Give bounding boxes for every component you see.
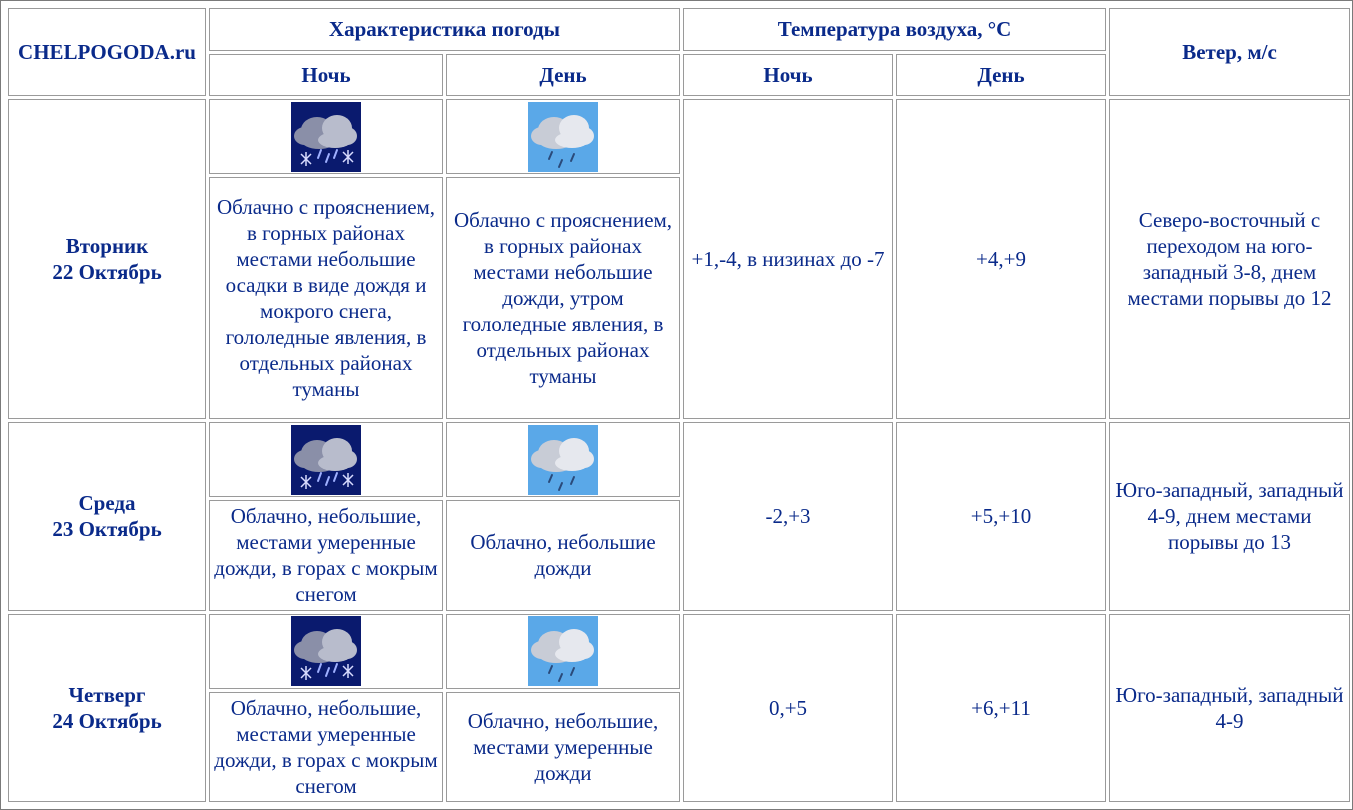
cloud-rain-snow-night-icon [291, 616, 361, 686]
weekday: Среда [78, 491, 136, 516]
night-description: Облачно, небольшие, местами умеренные дожди, в горах с мокрым снегом [209, 500, 443, 610]
wind: Северо-восточный с переходом на юго-западный 3-8, днем местами порывы до 12 [1109, 99, 1350, 419]
day-label [8, 422, 206, 610]
temp-day: +4,+9 [896, 99, 1106, 419]
date: 23 Октябрь [52, 517, 162, 542]
day-icon-cell [446, 614, 680, 689]
wind: Юго-западный, западный 4-9, днем местами порывы до 13 [1109, 422, 1350, 610]
temp-day-header: День [896, 54, 1106, 97]
temp-day: +5,+10 [896, 422, 1106, 610]
temp-day: +6,+11 [896, 614, 1106, 802]
site-title: CHELPOGODA.ru [8, 8, 206, 96]
temp-night-header: Ночь [683, 54, 893, 97]
night-icon-cell [209, 614, 443, 689]
temp-night: 0,+5 [683, 614, 893, 802]
day-label [8, 614, 206, 802]
night-description: Облачно с прояснением, в горных районах местами небольшие осадки в виде дождя и мокрого снега, гололедные явления, в отдельных районах туманы [209, 177, 443, 419]
cloud-rain-snow-night-icon [291, 102, 361, 172]
night-icon-cell [209, 422, 443, 497]
cloud-rain-day-icon [528, 425, 598, 495]
temperature-header: Температура воздуха, °C [683, 8, 1106, 51]
cloud-rain-day-icon [528, 102, 598, 172]
day-icon-cell [446, 99, 680, 174]
day-label [8, 99, 206, 419]
cloud-rain-day-icon [528, 616, 598, 686]
wind-header: Ветер, м/с [1109, 8, 1350, 96]
day-description: Облачно, небольшие, местами умеренные дожди [446, 692, 680, 802]
weather-day-header: День [446, 54, 680, 97]
day-description: Облачно с прояснением, в горных районах местами небольшие дожди, утром гололедные явления, в отдельных районах туманы [446, 177, 680, 419]
weekday: Вторник [65, 234, 149, 259]
wind: Юго-западный, западный 4-9 [1109, 614, 1350, 802]
date: 22 Октябрь [52, 260, 162, 285]
date: 24 Октябрь [52, 708, 162, 733]
cloud-rain-snow-night-icon [291, 425, 361, 495]
weekday: Четверг [68, 682, 146, 707]
temp-night: +1,-4, в низинах до -7 [683, 99, 893, 419]
day-icon-cell [446, 422, 680, 497]
day-description: Облачно, небольшие дожди [446, 500, 680, 610]
night-description: Облачно, небольшие, местами умеренные дожди, в горах с мокрым снегом [209, 692, 443, 802]
weather-header: Характеристика погоды [209, 8, 680, 51]
forecast-table [5, 5, 1353, 805]
night-icon-cell [209, 99, 443, 174]
temp-night: -2,+3 [683, 422, 893, 610]
weather-night-header: Ночь [209, 54, 443, 97]
